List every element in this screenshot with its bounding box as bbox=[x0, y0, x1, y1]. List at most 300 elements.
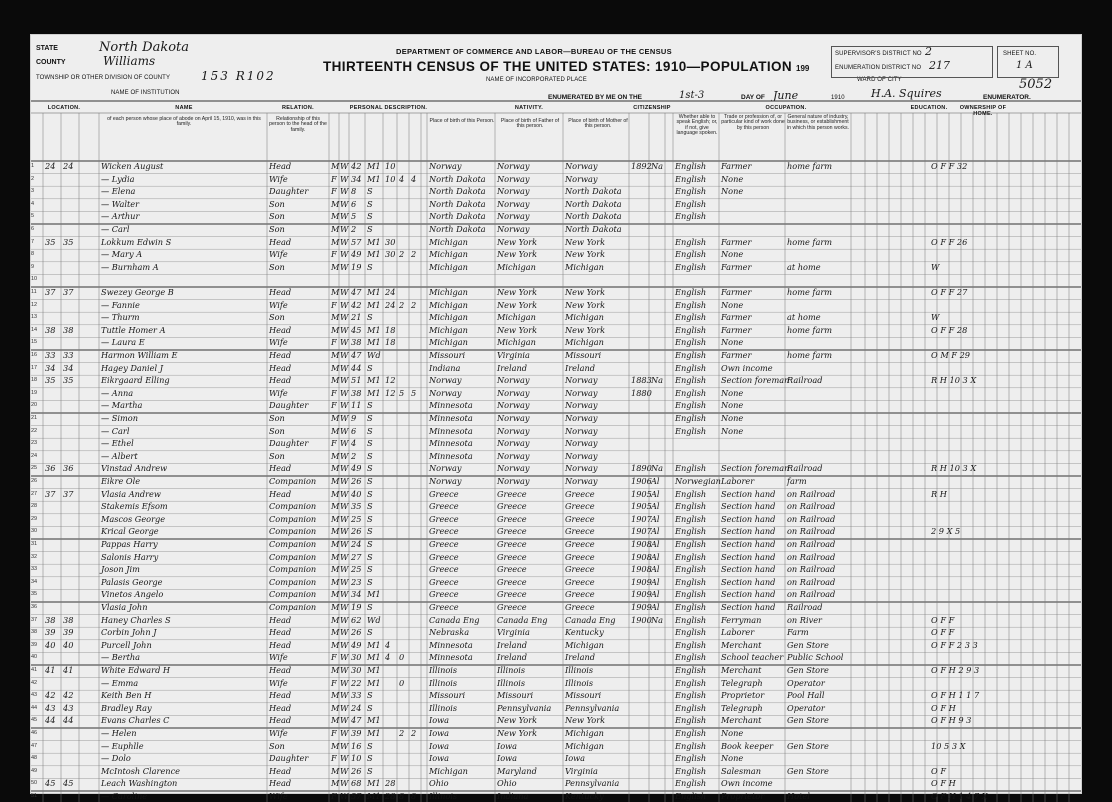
cell-imm bbox=[631, 741, 649, 752]
cell-ms: S bbox=[367, 702, 373, 713]
cell-nat bbox=[651, 753, 665, 764]
cell-trade: Salesman bbox=[721, 765, 762, 776]
cell-age: 26 bbox=[351, 476, 362, 486]
cell-name: Vinstad Andrew bbox=[101, 463, 168, 474]
table-row bbox=[31, 766, 1081, 777]
cell-sex: M bbox=[331, 450, 340, 461]
cell-ind bbox=[787, 778, 853, 789]
cell-mpob: Virginia bbox=[565, 765, 598, 776]
cell-born bbox=[399, 703, 409, 714]
cell-fam bbox=[63, 388, 79, 399]
institution-label: NAME OF INSTITUTION bbox=[111, 90, 180, 96]
cell-fam bbox=[63, 438, 79, 449]
cell-yrs bbox=[385, 363, 397, 374]
cell-imm: 1905 bbox=[631, 501, 652, 512]
cell-ind bbox=[787, 174, 853, 185]
cell-fam bbox=[63, 224, 79, 235]
cell-age: 40 bbox=[351, 488, 362, 499]
cell-age: 49 bbox=[351, 463, 362, 474]
enumeration-value: 217 bbox=[929, 59, 950, 72]
cell-fam bbox=[63, 426, 79, 437]
cell-name: Krical George bbox=[101, 526, 159, 537]
cell-liv bbox=[411, 652, 421, 663]
cell-age: 6 bbox=[351, 425, 357, 436]
cell-name: — Arthur bbox=[101, 211, 140, 222]
cell-pob: Iowa bbox=[429, 728, 450, 738]
cell-nat: Na bbox=[651, 375, 664, 386]
cell-fpob: Norway bbox=[497, 413, 530, 423]
cell-sex: M bbox=[331, 161, 340, 171]
cell-mpob: Illinois bbox=[565, 677, 594, 688]
cell-sex: F bbox=[331, 337, 337, 348]
cell-yrs bbox=[385, 564, 397, 575]
cell-fam: 36 bbox=[63, 463, 74, 474]
cell-trade: Section hand bbox=[721, 551, 776, 562]
cell-nat bbox=[651, 300, 665, 311]
cell-dw bbox=[45, 741, 61, 752]
cell-pob: Minnesota bbox=[429, 438, 473, 449]
cell-ms: M1 bbox=[367, 715, 381, 726]
table-row bbox=[31, 237, 1081, 248]
cell-imm bbox=[631, 715, 649, 726]
cell-lang: English bbox=[675, 639, 707, 650]
cell-name: Evans Charles C bbox=[101, 715, 170, 726]
cell-n: 16 bbox=[31, 352, 38, 358]
cell-pob: Greece bbox=[429, 551, 459, 562]
cell-liv bbox=[411, 665, 421, 676]
cell-fam bbox=[63, 678, 79, 689]
cell-own: O F H 1 4 7 X bbox=[931, 791, 988, 801]
cell-rel: Wife bbox=[269, 677, 288, 688]
cell-lang: English bbox=[675, 576, 707, 587]
cell-own: 10 5 3 X bbox=[931, 740, 966, 751]
cell-yrs: 12 bbox=[385, 387, 396, 398]
cell-name: — Martha bbox=[101, 400, 143, 411]
state-value: North Dakota bbox=[99, 40, 189, 55]
cell-born bbox=[399, 350, 409, 361]
cell-rel: Head bbox=[269, 715, 292, 726]
cell-age: 68 bbox=[351, 778, 362, 789]
cell-pob bbox=[429, 274, 495, 285]
head-birth-father: Place of birth of Father of this person. bbox=[500, 118, 560, 130]
table-row bbox=[31, 186, 1081, 197]
cell-mpob: Missouri bbox=[565, 350, 602, 360]
table-row bbox=[31, 300, 1081, 311]
cell-own bbox=[931, 728, 1051, 739]
cell-yrs bbox=[385, 526, 397, 537]
cell-ms: S bbox=[367, 438, 373, 449]
cell-pob: Norway bbox=[429, 387, 462, 398]
cell-name: Bradley Ray bbox=[101, 702, 152, 713]
table-row bbox=[31, 728, 1081, 739]
cell-ind bbox=[787, 186, 853, 197]
cell-ms: M1 bbox=[367, 728, 381, 738]
cell-dw: 33 bbox=[45, 350, 56, 360]
cell-trade: Section hand bbox=[721, 602, 776, 612]
table-row bbox=[31, 388, 1081, 399]
cell-rel: Son bbox=[269, 425, 285, 436]
cell-ind bbox=[787, 753, 853, 764]
cell-ind: home farm bbox=[787, 161, 833, 171]
cell-ms: S bbox=[367, 186, 373, 197]
cell-dw bbox=[45, 174, 61, 185]
cell-age: 23 bbox=[351, 576, 362, 587]
cell-trade: Telegraph bbox=[721, 677, 763, 688]
cell-fpob: Michigan bbox=[497, 312, 536, 323]
cell-race: W bbox=[340, 173, 349, 184]
cell-yrs bbox=[385, 665, 397, 676]
cell-own bbox=[931, 300, 1051, 311]
cell-dw bbox=[45, 791, 61, 802]
cell-born bbox=[399, 262, 409, 273]
cell-ind bbox=[787, 413, 853, 424]
cell-ms: M1 bbox=[367, 652, 381, 663]
cell-n: 27 bbox=[31, 490, 38, 497]
cell-age: 8 bbox=[351, 186, 357, 197]
cell-lang: English bbox=[675, 589, 707, 600]
cell-dw bbox=[45, 766, 61, 777]
cell-name: Leach Washington bbox=[101, 778, 178, 789]
cell-ms: M1 bbox=[367, 677, 381, 688]
cell-ms: S bbox=[367, 765, 373, 776]
cell-sex: M bbox=[331, 539, 340, 549]
cell-nat: Na bbox=[651, 161, 664, 171]
cell-liv bbox=[411, 211, 421, 222]
cell-own: O F H 9 3 bbox=[931, 715, 972, 726]
state-label: STATE bbox=[36, 45, 58, 52]
cell-dw bbox=[45, 652, 61, 663]
cell-nat: Al bbox=[651, 488, 660, 499]
cell-yrs bbox=[385, 577, 397, 588]
cell-sex: F bbox=[331, 400, 337, 411]
cell-pob: Iowa bbox=[429, 753, 450, 764]
cell-nat bbox=[651, 350, 665, 361]
cell-trade: Farmer bbox=[721, 312, 752, 323]
enumeration-label: ENUMERATION DISTRICT NO bbox=[835, 65, 922, 71]
cell-race: W bbox=[340, 161, 349, 171]
cell-sex: M bbox=[331, 576, 340, 587]
cell-ind: Railroad bbox=[787, 463, 823, 474]
cell-liv bbox=[411, 413, 421, 424]
cell-fpob: Ireland bbox=[497, 362, 528, 373]
cell-mpob: New York bbox=[565, 236, 606, 247]
cell-imm: 1909 bbox=[631, 576, 652, 587]
cell-lang: English bbox=[675, 400, 707, 411]
cell-fpob: New York bbox=[497, 299, 538, 310]
cell-rel: Head bbox=[269, 690, 292, 701]
cell-mpob: Ireland bbox=[565, 362, 596, 373]
cell-fam bbox=[63, 552, 79, 563]
cell-imm bbox=[631, 703, 649, 714]
cell-age: 9 bbox=[351, 413, 357, 423]
cell-liv bbox=[411, 577, 421, 588]
cell-race: W bbox=[340, 312, 349, 323]
cell-race: W bbox=[340, 765, 349, 776]
cell-ms: S bbox=[367, 425, 373, 436]
cell-own bbox=[931, 539, 1051, 550]
cell-imm bbox=[631, 337, 649, 348]
supervisor-value: 2 bbox=[925, 45, 932, 58]
cell-nat bbox=[651, 715, 665, 726]
cell-n: 11 bbox=[31, 289, 37, 295]
cell-fpob: Greece bbox=[497, 602, 527, 612]
cell-sex: M bbox=[331, 224, 340, 234]
cell-sex: M bbox=[331, 287, 340, 297]
sheet-label: SHEET NO. bbox=[1003, 51, 1037, 57]
cell-fpob: Illinois bbox=[497, 665, 526, 675]
cell-born bbox=[399, 552, 409, 563]
cell-liv bbox=[411, 274, 421, 285]
cell-nat: Al bbox=[651, 501, 660, 512]
cell-own bbox=[931, 199, 1051, 210]
cell-lang: English bbox=[675, 551, 707, 562]
cell-sex: M bbox=[331, 211, 340, 222]
cell-race: W bbox=[340, 198, 349, 209]
cell-fam bbox=[63, 476, 79, 487]
cell-trade: None bbox=[721, 400, 744, 411]
cell-liv bbox=[411, 627, 421, 638]
cell-born bbox=[399, 451, 409, 462]
cell-pob: Norway bbox=[429, 476, 462, 486]
cell-fpob: Greece bbox=[497, 539, 527, 549]
cell-yrs: 4 bbox=[385, 652, 391, 663]
cell-sex: F bbox=[331, 791, 337, 801]
cell-imm bbox=[631, 350, 649, 361]
cell-nat bbox=[651, 287, 665, 298]
table-row bbox=[31, 325, 1081, 336]
cell-mpob: Greece bbox=[565, 501, 595, 512]
table-row bbox=[31, 363, 1081, 374]
cell-own bbox=[931, 564, 1051, 575]
cell-ms: S bbox=[367, 690, 373, 701]
cell-fpob: New York bbox=[497, 715, 538, 726]
cell-ind: Public School bbox=[787, 652, 844, 663]
cell-race: W bbox=[340, 387, 349, 398]
cell-ind: farm bbox=[787, 476, 807, 486]
cell-n: 23 bbox=[31, 440, 38, 447]
cell-trade: Proprietor bbox=[721, 791, 765, 801]
cell-lang: English bbox=[675, 677, 707, 688]
cell-race: W bbox=[340, 362, 349, 373]
cell-fam bbox=[63, 274, 79, 285]
table-row bbox=[31, 602, 1081, 613]
cell-dw: 34 bbox=[45, 362, 56, 373]
cell-yrs: 24 bbox=[385, 299, 396, 310]
cell-trade: Farmer bbox=[721, 261, 752, 272]
cell-race: W bbox=[340, 236, 349, 247]
cell-fam bbox=[63, 514, 79, 525]
table-row bbox=[31, 640, 1081, 651]
cell-own: O F bbox=[931, 765, 946, 776]
cell-liv bbox=[411, 199, 421, 210]
cell-pob: Missouri bbox=[429, 690, 466, 701]
cell-nat bbox=[651, 426, 665, 437]
cell-name: — Helen bbox=[101, 728, 137, 738]
cell-born: 0 bbox=[399, 652, 405, 663]
cell-dw: 35 bbox=[45, 375, 56, 386]
cell-name: Palasis George bbox=[101, 576, 163, 587]
cell-own bbox=[931, 363, 1051, 374]
cell-ms: S bbox=[367, 551, 373, 562]
cell-age: 6 bbox=[351, 198, 357, 209]
cell-age: 22 bbox=[351, 677, 362, 688]
cell-mpob: Missouri bbox=[565, 690, 602, 701]
cell-mpob: Kentucky bbox=[565, 627, 604, 638]
cell-fpob: Greece bbox=[497, 564, 527, 575]
cell-ms: M1 bbox=[367, 387, 381, 398]
cell-ms: M1 bbox=[367, 161, 381, 171]
cell-n: 18 bbox=[31, 377, 38, 384]
cell-nat bbox=[651, 237, 665, 248]
table-row bbox=[31, 274, 1081, 285]
cell-mpob: North Dakota bbox=[565, 198, 622, 209]
table-row bbox=[31, 577, 1081, 588]
cell-ind bbox=[787, 274, 853, 285]
cell-trade: Farmer bbox=[721, 324, 752, 335]
cell-nat bbox=[651, 451, 665, 462]
cell-sex: M bbox=[331, 614, 340, 625]
cell-born: 2 bbox=[399, 249, 405, 260]
cell-age bbox=[351, 274, 365, 285]
head-birth-person: Place of birth of this Person. bbox=[429, 118, 495, 124]
cell-trade bbox=[721, 224, 787, 235]
cell-rel: Head bbox=[269, 702, 292, 713]
cell-lang: English bbox=[675, 211, 707, 222]
cell-liv bbox=[411, 501, 421, 512]
cell-yrs bbox=[385, 627, 397, 638]
cell-born bbox=[399, 589, 409, 600]
cell-fam bbox=[63, 577, 79, 588]
cell-name: Salonis Harry bbox=[101, 551, 159, 562]
cell-race: W bbox=[340, 425, 349, 436]
cell-rel: Companion bbox=[269, 564, 317, 575]
cell-born bbox=[399, 766, 409, 777]
cell-dw bbox=[45, 678, 61, 689]
cell-imm bbox=[631, 640, 649, 651]
table-row bbox=[31, 476, 1081, 487]
cell-mpob: Kentucky bbox=[565, 791, 604, 801]
cell-liv bbox=[411, 703, 421, 714]
cell-mpob bbox=[565, 274, 629, 285]
cell-lang: English bbox=[675, 715, 707, 726]
cell-born bbox=[399, 690, 409, 701]
cell-yrs bbox=[385, 728, 397, 739]
cell-name: — Walter bbox=[101, 198, 140, 209]
cell-age: 16 bbox=[351, 740, 362, 751]
cell-born bbox=[399, 778, 409, 789]
cell-lang: English bbox=[675, 728, 707, 738]
cell-race: W bbox=[340, 564, 349, 575]
cell-mpob: Norway bbox=[565, 438, 598, 449]
cell-imm bbox=[631, 678, 649, 689]
cell-pob: Greece bbox=[429, 589, 459, 600]
cell-own: R H bbox=[931, 488, 947, 499]
cell-fam bbox=[63, 186, 79, 197]
cell-fpob: Norway bbox=[497, 400, 530, 411]
cell-age: 2 bbox=[351, 450, 357, 461]
group-personal: PERSONAL DESCRIPTION. bbox=[349, 105, 428, 111]
cell-fpob: Maryland bbox=[497, 765, 537, 776]
cell-name: — Anna bbox=[101, 387, 134, 398]
table-row bbox=[31, 199, 1081, 210]
cell-nat bbox=[651, 652, 665, 663]
cell-n: 43 bbox=[31, 692, 38, 699]
cell-rel: Son bbox=[269, 198, 285, 209]
cell-rel: Head bbox=[269, 639, 292, 650]
cell-ind: Gen Store bbox=[787, 715, 829, 726]
cell-n: 33 bbox=[31, 566, 38, 573]
cell-own: O F H 1 1 7 bbox=[931, 690, 980, 701]
cell-fam bbox=[63, 211, 79, 222]
cell-lang bbox=[675, 274, 721, 285]
cell-yrs bbox=[385, 715, 397, 726]
cell-ms: S bbox=[367, 627, 373, 638]
cell-n: 42 bbox=[31, 679, 38, 686]
cell-lang: English bbox=[675, 425, 707, 436]
cell-mpob: Norway bbox=[565, 476, 598, 486]
cell-ind bbox=[787, 438, 853, 449]
cell-liv bbox=[411, 514, 421, 525]
cell-yrs: 18 bbox=[385, 324, 396, 335]
cell-yrs bbox=[385, 539, 397, 550]
cell-age: 45 bbox=[351, 324, 362, 335]
cell-dw bbox=[45, 211, 61, 222]
township-value: 153 R102 bbox=[201, 69, 276, 83]
cell-age: 19 bbox=[351, 261, 362, 272]
cell-fam bbox=[63, 451, 79, 462]
cell-imm bbox=[631, 237, 649, 248]
cell-own: R H 10 3 X bbox=[931, 463, 977, 474]
cell-age: 2 bbox=[351, 224, 357, 234]
cell-liv bbox=[411, 312, 421, 323]
cell-born bbox=[399, 337, 409, 348]
cell-race: W bbox=[340, 740, 349, 751]
cell-pob: North Dakota bbox=[429, 198, 486, 209]
cell-age: 24 bbox=[351, 702, 362, 713]
cell-fpob: Greece bbox=[497, 551, 527, 562]
cell-imm bbox=[631, 312, 649, 323]
cell-lang: English bbox=[675, 488, 707, 499]
cell-yrs bbox=[385, 413, 397, 424]
cell-own bbox=[931, 174, 1051, 185]
cell-liv bbox=[411, 438, 421, 449]
cell-fpob: Indiana bbox=[497, 791, 529, 801]
cell-race: W bbox=[340, 186, 349, 197]
cell-yrs: 28 bbox=[385, 791, 396, 801]
cell-ms: M1 bbox=[367, 324, 381, 335]
cell-imm: 1908 bbox=[631, 564, 652, 575]
cell-liv bbox=[411, 400, 421, 411]
cell-name: Tuttle Homer A bbox=[101, 324, 166, 335]
cell-liv bbox=[411, 690, 421, 701]
cell-mpob: New York bbox=[565, 299, 606, 310]
cell-liv bbox=[411, 589, 421, 600]
cell-lang: English bbox=[675, 463, 707, 474]
cell-nat bbox=[651, 690, 665, 701]
cell-nat bbox=[651, 199, 665, 210]
cell-n: 12 bbox=[31, 301, 38, 308]
cell-ind bbox=[787, 199, 853, 210]
cell-age: 24 bbox=[351, 539, 362, 549]
cell-pob: Minnesota bbox=[429, 639, 473, 650]
cell-liv: 2 bbox=[411, 728, 417, 738]
cell-own bbox=[931, 451, 1051, 462]
cell-liv bbox=[411, 463, 421, 474]
cell-ms: S bbox=[367, 224, 373, 234]
cell-ms: S bbox=[367, 413, 373, 423]
cell-rel: Head bbox=[269, 614, 292, 625]
cell-pob: Canada Eng bbox=[429, 614, 480, 625]
